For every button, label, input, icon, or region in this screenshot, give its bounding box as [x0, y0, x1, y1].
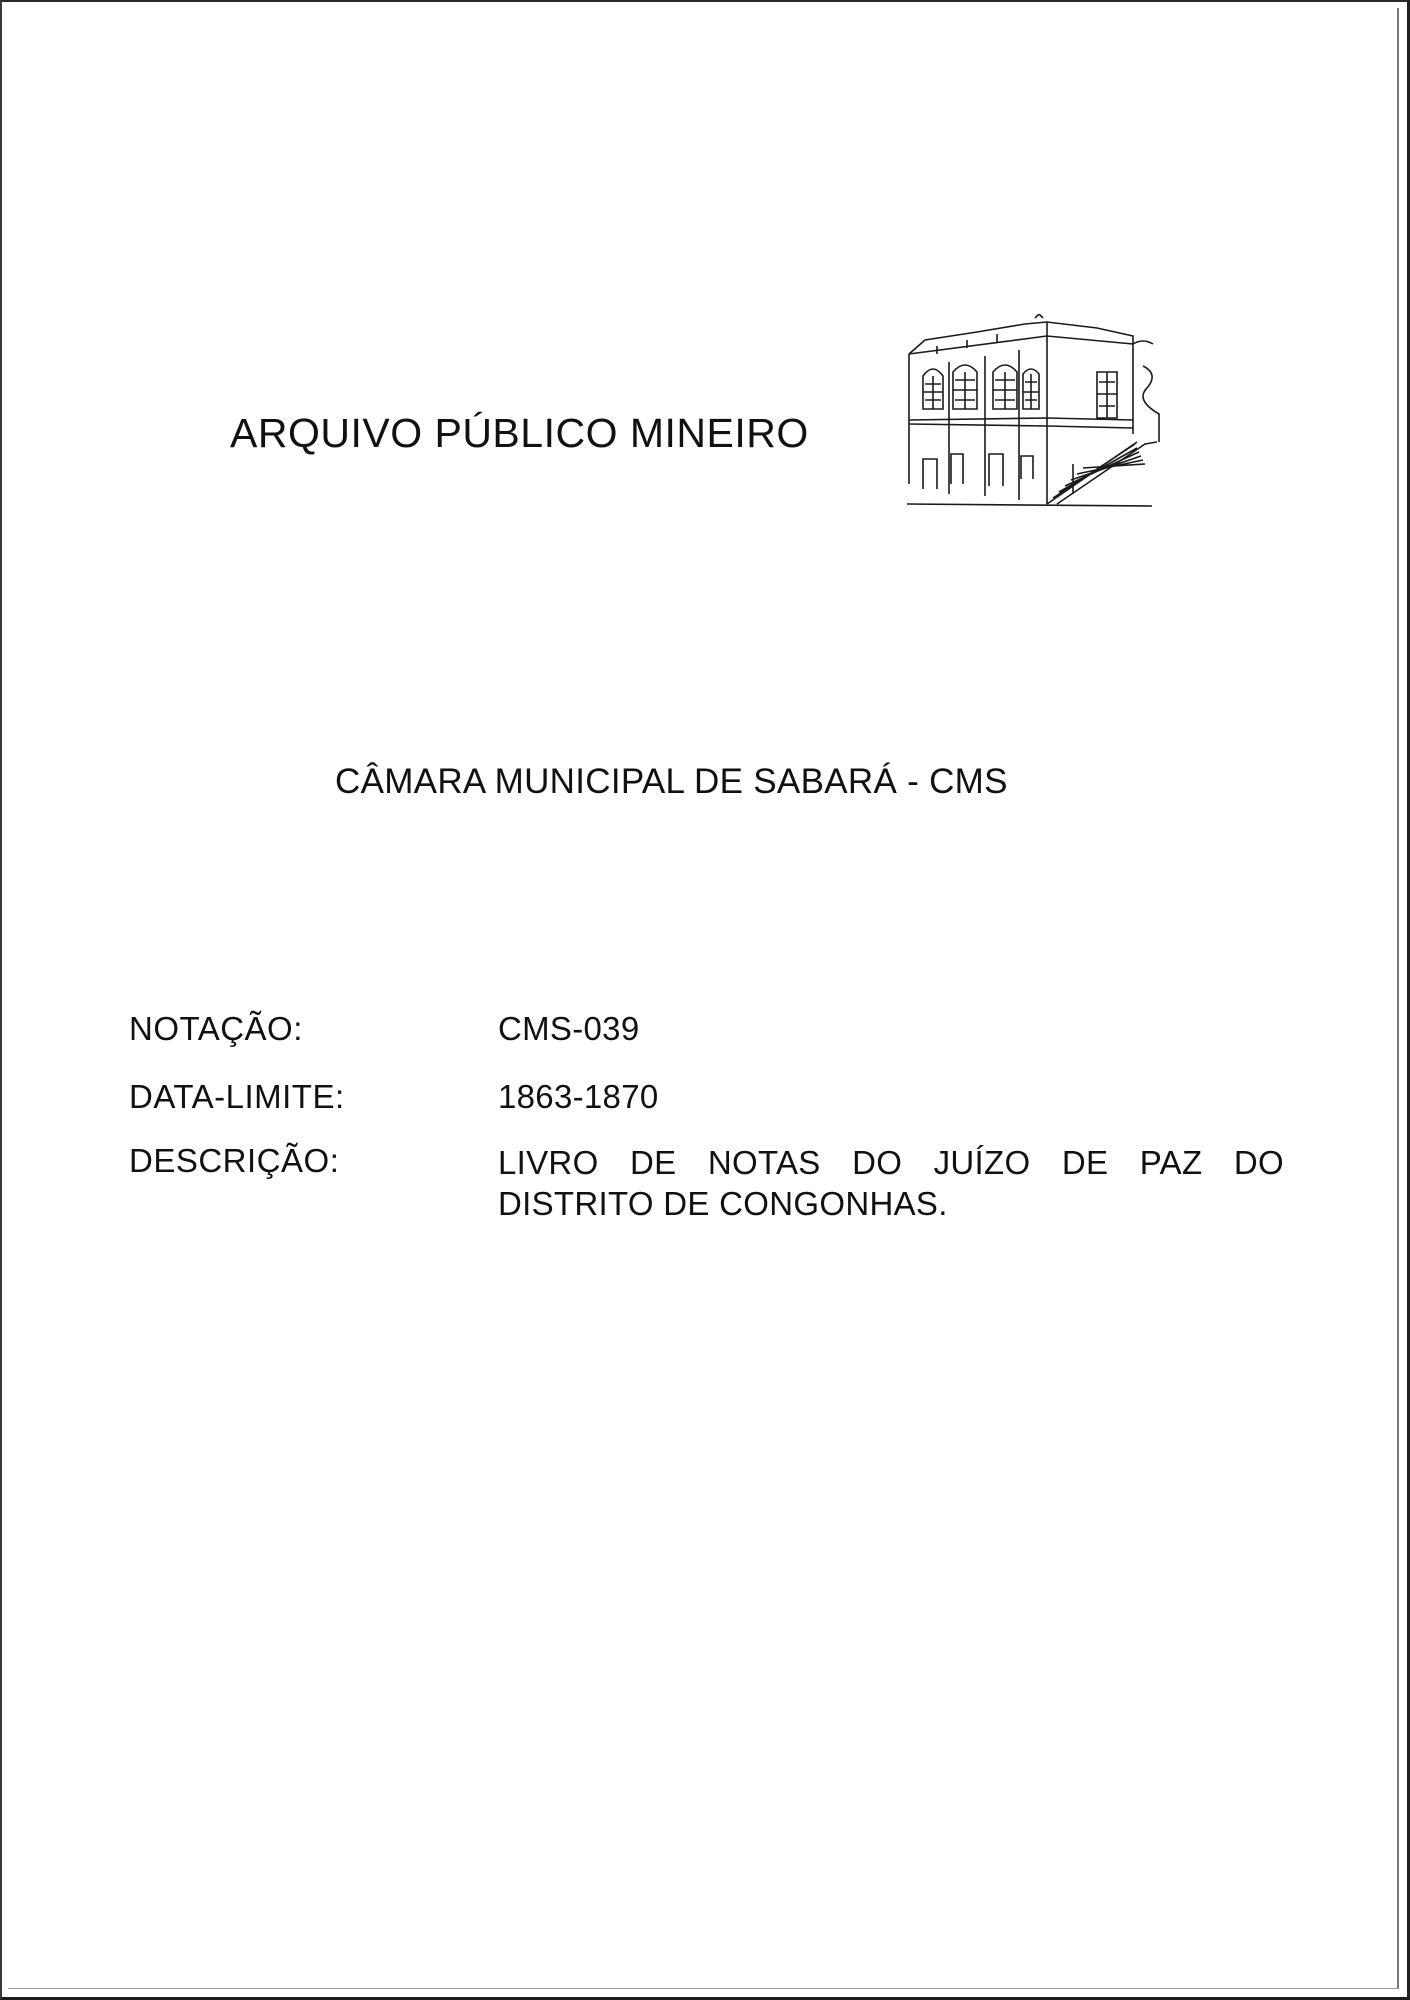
description-value	[498, 1142, 1298, 1224]
notation-label: NOTAÇÃO:	[129, 1010, 303, 1047]
description-line: DISTRITO DE CONGONHAS.	[498, 1185, 948, 1222]
institution-title: ARQUIVO PÚBLICO MINEIRO	[230, 410, 809, 456]
description-label: DESCRIÇÃO:	[129, 1142, 340, 1179]
date-limit-value: 1863-1870	[498, 1078, 659, 1115]
fonds-title: CÂMARA MUNICIPAL DE SABARÁ - CMS	[335, 762, 1008, 801]
date-limit-label: DATA-LIMITE:	[129, 1078, 345, 1115]
colonial-building-icon	[897, 314, 1197, 514]
notation-value: CMS-039	[498, 1010, 640, 1047]
page-edge	[8, 8, 1399, 1989]
description-line: LIVRO DE NOTAS DO JUÍZO DE PAZ DO	[498, 1144, 1284, 1181]
